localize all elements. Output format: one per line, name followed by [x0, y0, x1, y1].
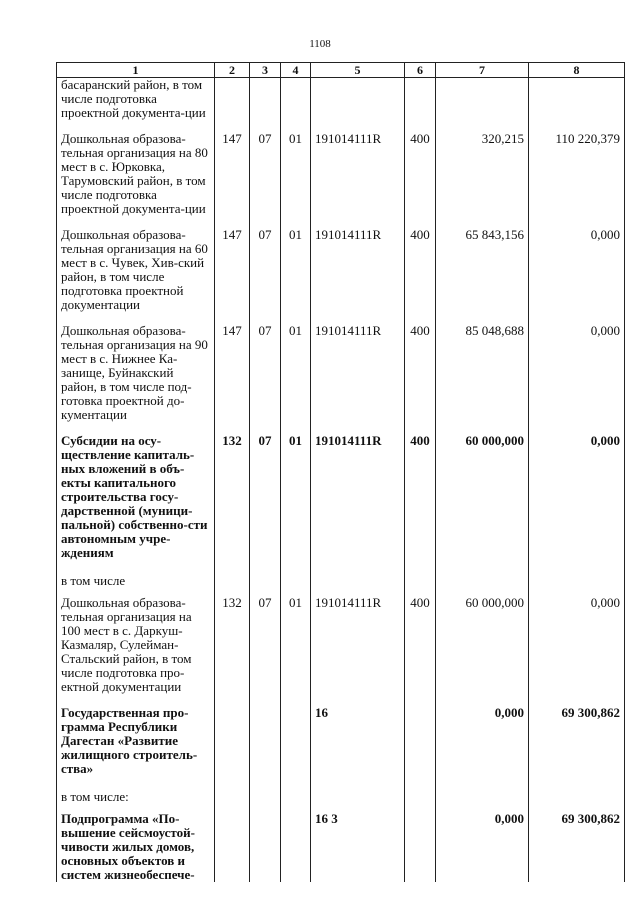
row-subsection [281, 78, 311, 133]
row-subsection: 01 [281, 596, 311, 706]
row-target-code: 191014111R [311, 434, 405, 572]
table-row-note [57, 788, 625, 812]
row-ministry [215, 572, 250, 596]
row-amount-1: 0,000 [436, 812, 529, 882]
row-subsection: 01 [281, 132, 311, 228]
row-name: Дошкольная образова-тельная организация на 60 мест в с. Чувек, Хив-ский район, в том числе подготовка проектной документации [57, 228, 215, 324]
row-subsection: 01 [281, 324, 311, 434]
row-section: 07 [250, 324, 281, 434]
header-row [57, 63, 625, 78]
row-amount-1 [436, 78, 529, 133]
row-section: 07 [250, 132, 281, 228]
row-name: в том числе [57, 572, 215, 596]
row-amount-2 [529, 788, 625, 812]
row-section: 07 [250, 228, 281, 324]
row-expense-type [405, 788, 436, 812]
row-ministry [215, 812, 250, 882]
row-subsection: 01 [281, 228, 311, 324]
row-target-code [311, 572, 405, 596]
table-row [57, 228, 625, 324]
row-target-code [311, 788, 405, 812]
row-name: в том числе: [57, 788, 215, 812]
row-name: Государственная про-грамма Республики Дагестан «Развитие жилищного строитель-ства» [57, 706, 215, 788]
row-name: Дошкольная образова-тельная организация на 90 мест в с. Нижнее Ка-занище, Буйнакский район, в том числе под-готовка проектной до-кументации [57, 324, 215, 434]
row-expense-type [405, 572, 436, 596]
row-target-code: 16 [311, 706, 405, 788]
row-target-code: 191014111R [311, 228, 405, 324]
row-subsection [281, 812, 311, 882]
row-target-code: 191014111R [311, 596, 405, 706]
budget-table [56, 62, 625, 882]
row-expense-type [405, 78, 436, 133]
row-expense-type: 400 [405, 132, 436, 228]
header-col-8: 8 [529, 63, 625, 78]
row-amount-2: 0,000 [529, 434, 625, 572]
row-subsection [281, 788, 311, 812]
row-amount-2: 110 220,379 [529, 132, 625, 228]
table-row-subprogram [57, 812, 625, 882]
row-expense-type: 400 [405, 596, 436, 706]
row-amount-2: 0,000 [529, 228, 625, 324]
row-section [250, 706, 281, 788]
row-name: басаранский район, в том числе подготовка проектной документа-ции [57, 78, 215, 133]
table-row [57, 78, 625, 133]
row-ministry: 132 [215, 596, 250, 706]
row-target-code: 191014111R [311, 324, 405, 434]
row-target-code [311, 78, 405, 133]
header-col-1: 1 [57, 63, 215, 78]
row-subsection [281, 706, 311, 788]
row-expense-type [405, 812, 436, 882]
table-row [57, 324, 625, 434]
row-section [250, 788, 281, 812]
row-ministry: 147 [215, 228, 250, 324]
row-ministry: 147 [215, 132, 250, 228]
header-col-6: 6 [405, 63, 436, 78]
row-section [250, 572, 281, 596]
header-col-4: 4 [281, 63, 311, 78]
row-target-code: 191014111R [311, 132, 405, 228]
table-row-subtotal [57, 434, 625, 572]
row-expense-type: 400 [405, 228, 436, 324]
table-row-note [57, 572, 625, 596]
row-amount-2 [529, 78, 625, 133]
header-col-3: 3 [250, 63, 281, 78]
table-row-program [57, 706, 625, 788]
row-subsection [281, 572, 311, 596]
row-amount-1: 65 843,156 [436, 228, 529, 324]
row-section: 07 [250, 596, 281, 706]
row-amount-1 [436, 572, 529, 596]
row-name: Подпрограмма «По-вышение сейсмоустой-чивости жилых домов, основных объектов и систем жизнеобеспече- [57, 812, 215, 882]
header-col-5: 5 [311, 63, 405, 78]
row-name: Субсидии на осу-ществление капиталь-ных вложений в объ-екты капитального строительства госу-дарственной (муници-пальной) собственно-сти автономным учре-ждениям [57, 434, 215, 572]
row-amount-2: 0,000 [529, 596, 625, 706]
row-name: Дошкольная образова-тельная организация на 80 мест в с. Юрковка, Тарумовский район, в том числе подготовка проектной документа-ции [57, 132, 215, 228]
row-name: Дошкольная образова-тельная организация на 100 мест в с. Даркуш-Казмаляр, Сулейман-Стальский район, в том числе подготовка про-ектной документации [57, 596, 215, 706]
row-amount-2 [529, 572, 625, 596]
table-row [57, 132, 625, 228]
row-amount-1: 0,000 [436, 706, 529, 788]
table-row [57, 596, 625, 706]
row-section: 07 [250, 434, 281, 572]
row-ministry [215, 78, 250, 133]
row-ministry [215, 788, 250, 812]
row-expense-type [405, 706, 436, 788]
row-amount-2: 69 300,862 [529, 706, 625, 788]
row-section [250, 78, 281, 133]
header-col-7: 7 [436, 63, 529, 78]
row-target-code: 16 3 [311, 812, 405, 882]
row-expense-type: 400 [405, 324, 436, 434]
row-amount-1: 320,215 [436, 132, 529, 228]
row-amount-2: 69 300,862 [529, 812, 625, 882]
row-amount-2: 0,000 [529, 324, 625, 434]
row-amount-1 [436, 788, 529, 812]
row-subsection: 01 [281, 434, 311, 572]
header-col-2: 2 [215, 63, 250, 78]
row-amount-1: 60 000,000 [436, 434, 529, 572]
row-ministry: 132 [215, 434, 250, 572]
row-section [250, 812, 281, 882]
row-ministry [215, 706, 250, 788]
row-amount-1: 85 048,688 [436, 324, 529, 434]
row-ministry: 147 [215, 324, 250, 434]
row-expense-type: 400 [405, 434, 436, 572]
row-amount-1: 60 000,000 [436, 596, 529, 706]
page-number: 1108 [309, 38, 331, 50]
